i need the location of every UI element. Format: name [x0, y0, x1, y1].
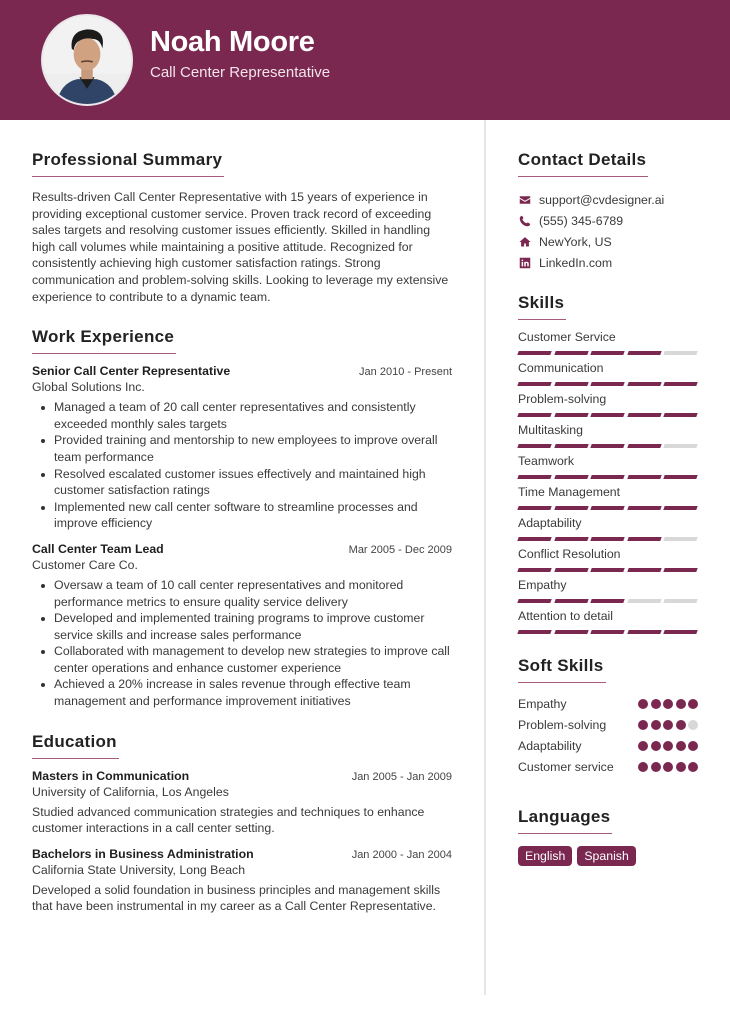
skill-row [518, 609, 698, 634]
contact-linkedin[interactable] [518, 252, 698, 273]
skill-level-meter [518, 630, 698, 634]
bullet-item: Implemented new call center software to streamline processes and improve efficiency [54, 499, 452, 532]
rating-dot-icon [663, 762, 673, 772]
candidate-title: Call Center Representative [150, 64, 331, 81]
skill-level-segment [590, 351, 624, 355]
skill-label: Adaptability [518, 516, 582, 530]
rating-dot-icon [688, 720, 698, 730]
job-entry [32, 364, 452, 532]
skill-level-segment [627, 413, 661, 417]
skill-level-segment [627, 382, 661, 386]
skills-list [518, 330, 698, 634]
rating-dot-icon [688, 762, 698, 772]
soft-skill-label: Empathy [518, 696, 567, 711]
column-divider [484, 120, 486, 995]
skill-level-segment [554, 568, 588, 572]
soft-skill-rating [638, 762, 698, 772]
soft-skill-row [518, 714, 698, 735]
skill-level-segment [627, 599, 661, 603]
skill-row [518, 578, 698, 603]
skill-label: Problem-solving [518, 392, 607, 406]
section-heading: Education [32, 732, 119, 759]
sidebar-column [518, 150, 698, 886]
soft-skill-row [518, 756, 698, 777]
rating-dot-icon [651, 720, 661, 730]
soft-skill-row [518, 693, 698, 714]
company-name: Global Solutions Inc. [32, 380, 145, 395]
section-heading: Professional Summary [32, 150, 224, 177]
section-heading: Contact Details [518, 150, 648, 177]
avatar [41, 14, 133, 106]
skill-label: Communication [518, 361, 604, 375]
skill-row [518, 516, 698, 541]
languages-section [518, 807, 698, 866]
skill-level-segment [663, 506, 697, 510]
language-list [518, 846, 698, 866]
rating-dot-icon [688, 699, 698, 709]
skill-level-segment [554, 351, 588, 355]
skill-level-segment [590, 599, 624, 603]
skill-level-segment [590, 475, 624, 479]
soft-skill-rating [638, 720, 698, 730]
bullet-item: Collaborated with management to develop new strategies to improve call center operations and enhance customer experience [54, 643, 452, 676]
degree-name: Bachelors in Business Administration [32, 846, 254, 861]
skill-label: Multitasking [518, 423, 583, 437]
skill-row [518, 547, 698, 572]
skill-level-segment [554, 537, 588, 541]
skill-level-segment [663, 537, 697, 541]
skill-label: Teamwork [518, 454, 575, 468]
skill-level-segment [590, 506, 624, 510]
summary-section [32, 150, 452, 305]
contact-section [518, 150, 698, 273]
skill-level-segment [627, 506, 661, 510]
skill-level-segment [517, 568, 551, 572]
skill-row [518, 423, 698, 448]
section-heading: Work Experience [32, 327, 176, 354]
phone-icon [518, 214, 531, 227]
skill-level-segment [663, 382, 697, 386]
contact-email[interactable] [518, 189, 698, 210]
skill-level-segment [517, 630, 551, 634]
skill-level-segment [663, 444, 697, 448]
home-icon [518, 235, 531, 248]
skill-row [518, 330, 698, 355]
skill-level-segment [554, 630, 588, 634]
rating-dot-icon [651, 699, 661, 709]
skills-section [518, 293, 698, 634]
skill-level-segment [517, 444, 551, 448]
skill-level-segment [627, 537, 661, 541]
skill-label: Conflict Resolution [518, 547, 621, 561]
contact-text: (555) 345-6789 [539, 213, 624, 228]
education-description: Developed a solid foundation in business principles and management skills that have been instrumental in my career as a Call Center Representative. [32, 882, 441, 914]
skill-level-segment [517, 599, 551, 603]
skill-level-segment [590, 630, 624, 634]
skill-level-segment [517, 475, 551, 479]
soft-skill-rating [638, 741, 698, 751]
skill-level-segment [663, 475, 697, 479]
skill-level-segment [517, 506, 551, 510]
skill-level-segment [627, 475, 661, 479]
job-bullets [32, 399, 452, 532]
skill-level-meter [518, 506, 698, 510]
skill-row [518, 361, 698, 386]
education-dates: Jan 2000 - Jan 2004 [351, 848, 452, 861]
skill-level-segment [627, 444, 661, 448]
soft-skills-list [518, 693, 698, 777]
skill-level-segment [517, 537, 551, 541]
candidate-name: Noah Moore [150, 26, 315, 58]
skill-level-segment [554, 382, 588, 386]
skill-level-meter [518, 444, 698, 448]
skill-level-segment [517, 351, 551, 355]
skill-level-segment [663, 599, 697, 603]
skill-level-segment [663, 568, 697, 572]
skill-level-segment [517, 413, 551, 417]
job-bullets [32, 577, 452, 710]
education-entry [32, 769, 452, 837]
skill-level-segment [554, 413, 588, 417]
soft-skill-label: Customer service [518, 759, 614, 774]
skill-level-segment [663, 413, 697, 417]
school-name: California State University, Long Beach [32, 862, 246, 877]
skill-level-segment [517, 382, 551, 386]
skill-level-segment [627, 630, 661, 634]
rating-dot-icon [651, 741, 661, 751]
skill-level-segment [590, 382, 624, 386]
skill-level-segment [554, 599, 588, 603]
profile-photo-icon [43, 16, 131, 104]
skill-level-meter [518, 599, 698, 603]
envelope-icon [518, 193, 531, 206]
rating-dot-icon [651, 762, 661, 772]
job-entry [32, 542, 452, 710]
language-badge: English [518, 846, 572, 866]
summary-text: Results-driven Call Center Representative with 15 years of experience in providing exceptional customer service. Proven track record of exceeding sales targets and resolving customer issues efficiently. Skilled in handling high call volumes while maintaining a positive attitude. Recognized for consistently achieving high customer satisfaction ratings. Strong communication and problem-solving skills. Looking to leverage my extensive experience to contribute to a dynamic team. [32, 190, 449, 304]
contact-text: LinkedIn.com [539, 255, 613, 270]
contact-text: support@cvdesigner.ai [539, 192, 665, 207]
bullet-item: Oversaw a team of 10 call center representatives and monitored performance metrics to ensure quality service delivery [54, 577, 452, 610]
contact-location [518, 231, 698, 252]
job-title: Senior Call Center Representative [32, 364, 231, 379]
bullet-item: Achieved a 20% increase in sales revenue through effective team management and performance improvement initiatives [54, 676, 452, 709]
skill-level-meter [518, 413, 698, 417]
school-name: University of California, Los Angeles [32, 784, 229, 799]
resume-header [0, 0, 730, 120]
skill-level-meter [518, 351, 698, 355]
rating-dot-icon [688, 741, 698, 751]
skill-level-segment [554, 475, 588, 479]
skill-level-segment [590, 568, 624, 572]
skill-level-segment [554, 506, 588, 510]
rating-dot-icon [638, 720, 648, 730]
soft-skill-label: Problem-solving [518, 717, 607, 732]
rating-dot-icon [663, 699, 673, 709]
education-section [32, 732, 452, 915]
skill-label: Attention to detail [518, 609, 614, 623]
skill-level-segment [627, 351, 661, 355]
degree-name: Masters in Communication [32, 768, 190, 783]
skill-row [518, 454, 698, 479]
linkedin-icon [518, 256, 531, 269]
contact-text: NewYork, US [539, 234, 612, 249]
skill-level-meter [518, 475, 698, 479]
education-entry [32, 847, 452, 915]
rating-dot-icon [638, 741, 648, 751]
skill-label: Time Management [518, 485, 621, 499]
skill-level-meter [518, 568, 698, 572]
rating-dot-icon [663, 720, 673, 730]
contact-phone[interactable] [518, 210, 698, 231]
skill-level-segment [590, 537, 624, 541]
bullet-item: Developed and implemented training programs to improve customer service skills and increase sales performance [54, 610, 452, 643]
skill-level-segment [663, 630, 697, 634]
skill-level-segment [627, 568, 661, 572]
education-description: Studied advanced communication strategies and techniques to enhance customer interactions in a call center setting. [32, 804, 425, 836]
rating-dot-icon [676, 762, 686, 772]
job-dates: Jan 2010 - Present [359, 366, 452, 379]
bullet-item: Resolved escalated customer issues effectively and maintained high customer satisfaction ratings [54, 466, 452, 499]
bullet-item: Managed a team of 20 call center representatives and consistently exceeded monthly sales targets [54, 399, 452, 432]
rating-dot-icon [676, 720, 686, 730]
skill-level-segment [590, 444, 624, 448]
job-dates: Mar 2005 - Dec 2009 [348, 543, 452, 556]
bullet-item: Provided training and mentorship to new employees to improve overall team performance [54, 432, 452, 465]
skill-level-meter [518, 382, 698, 386]
skill-level-segment [590, 413, 624, 417]
soft-skill-label: Adaptability [518, 738, 582, 753]
soft-skill-rating [638, 699, 698, 709]
skill-level-segment [663, 351, 697, 355]
rating-dot-icon [638, 699, 648, 709]
rating-dot-icon [676, 699, 686, 709]
skill-row [518, 485, 698, 510]
section-heading: Skills [518, 293, 566, 320]
skill-level-meter [518, 537, 698, 541]
company-name: Customer Care Co. [32, 557, 138, 572]
job-title: Call Center Team Lead [32, 541, 164, 556]
soft-skills-section [518, 656, 698, 777]
education-dates: Jan 2005 - Jan 2009 [351, 770, 452, 783]
skill-level-segment [554, 444, 588, 448]
experience-section [32, 327, 452, 710]
section-heading: Soft Skills [518, 656, 606, 683]
language-badge: Spanish [577, 846, 635, 866]
main-column [32, 150, 452, 935]
rating-dot-icon [663, 741, 673, 751]
skill-label: Empathy [518, 578, 567, 592]
skill-row [518, 392, 698, 417]
soft-skill-row [518, 735, 698, 756]
section-heading: Languages [518, 807, 612, 834]
rating-dot-icon [638, 762, 648, 772]
skill-label: Customer Service [518, 330, 616, 344]
rating-dot-icon [676, 741, 686, 751]
